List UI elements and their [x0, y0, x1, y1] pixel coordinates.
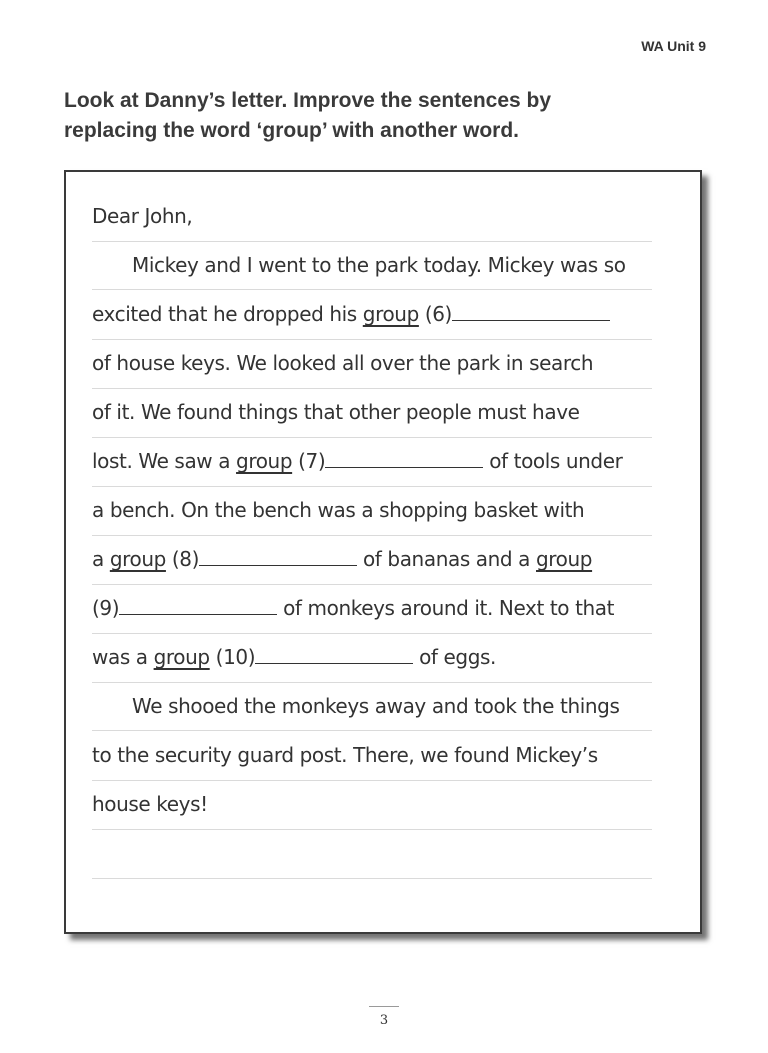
blank-number: (7)	[292, 449, 326, 473]
group-word: group	[362, 302, 419, 326]
line-text: Mickey and I went to the park today. Mickey was so	[132, 253, 626, 277]
group-word: group	[109, 547, 166, 571]
line-text: of house keys. We looked all over the park in search	[92, 351, 594, 375]
blank-number: (10)	[209, 645, 256, 669]
letter-line-13	[92, 780, 652, 830]
line-text: lost. We saw a	[92, 449, 237, 473]
letter-line-11	[92, 682, 652, 731]
letter-line-5	[92, 388, 652, 438]
group-word: group	[153, 645, 210, 669]
group-word: group	[536, 547, 593, 571]
unit-label: WA Unit 9	[641, 38, 706, 54]
answer-blank-6[interactable]	[452, 306, 610, 321]
line-text: of tools under	[483, 449, 623, 473]
line-text: of bananas and a	[357, 547, 536, 571]
letter-line-4	[92, 339, 652, 389]
line-text: a bench. On the bench was a shopping basket with	[92, 498, 585, 522]
line-text: house keys!	[92, 792, 208, 816]
line-text: a	[92, 547, 110, 571]
instruction-heading	[64, 86, 704, 146]
letter-line-7	[92, 486, 652, 536]
line-text: of eggs.	[413, 645, 496, 669]
line-text: was a	[92, 645, 154, 669]
line-text: of it. We found things that other people must have	[92, 400, 580, 424]
blank-number: (9)	[92, 596, 120, 620]
instruction-line-1: Look at Danny’s letter. Improve the sentences by	[64, 89, 552, 112]
answer-blank-10[interactable]	[255, 649, 413, 664]
line-text: We shooed the monkeys away and took the things	[132, 694, 620, 718]
line-text: to the security guard post. There, we found Mickey’s	[92, 743, 598, 767]
letter-line-3	[92, 290, 652, 340]
answer-blank-8[interactable]	[199, 551, 357, 566]
line-text: of monkeys around it. Next to that	[277, 596, 615, 620]
letter-line-empty	[92, 829, 652, 879]
blank-number: (8)	[165, 547, 200, 571]
line-text: excited that he dropped his	[92, 302, 363, 326]
group-word: group	[236, 449, 293, 473]
letter-line-12	[92, 731, 652, 781]
letter-line-9	[92, 584, 652, 634]
letter-line-10	[92, 633, 652, 683]
letter-line-6	[92, 437, 652, 487]
letter-line-2	[92, 241, 652, 290]
letter-line-8	[92, 535, 652, 585]
letter-line-greeting	[92, 192, 652, 242]
blank-number: (6)	[418, 302, 452, 326]
greeting-text: Dear John,	[92, 204, 193, 228]
instruction-line-2: replacing the word ‘group’ with another word.	[64, 119, 520, 142]
page-number: 3	[369, 1006, 399, 1028]
answer-blank-7[interactable]	[325, 453, 483, 468]
letter-box	[64, 170, 702, 934]
answer-blank-9[interactable]	[119, 600, 277, 615]
